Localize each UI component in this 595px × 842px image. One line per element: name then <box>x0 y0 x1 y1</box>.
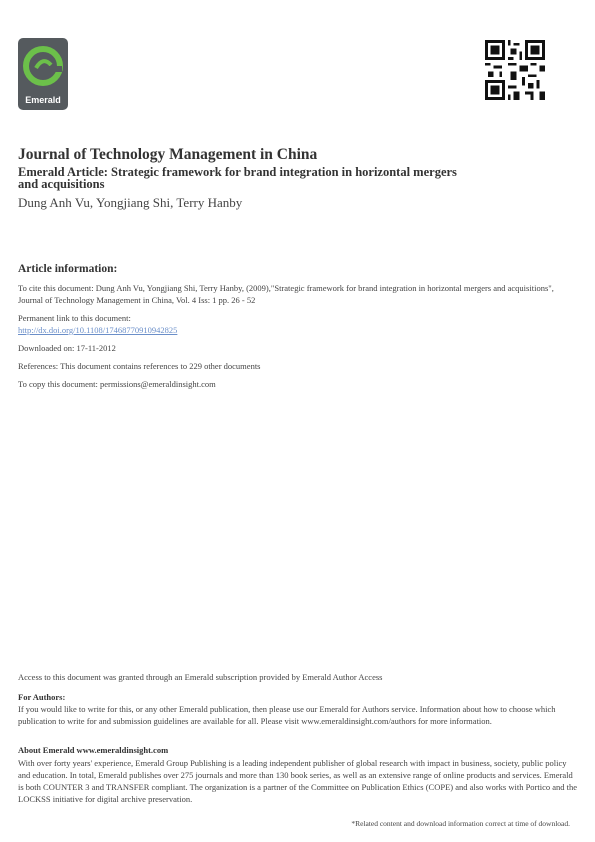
for-authors-text: If you would like to write for this, or any other Emerald publication, then please use our Emerald for Authors service. Information about how to choose which publication to write for and submission guidelines are available for all. Please visit www.emeraldinsight.com/authors for more information. <box>18 704 556 726</box>
permanent-link[interactable]: http://dx.doi.org/10.1108/17468770910942825 <box>18 325 178 335</box>
journal-title: Journal of Technology Management in China <box>18 146 318 163</box>
about-emerald-heading: About Emerald www.emeraldinsight.com <box>18 745 169 755</box>
emerald-logo <box>18 38 68 110</box>
logo-text: Emerald <box>25 95 61 105</box>
access-note: Access to this document was granted through an Emerald subscription provided by Emerald Author Access <box>18 672 383 682</box>
article-information-heading: Article information: <box>18 263 118 275</box>
related-content-note: *Related content and download information correct at time of download. <box>351 819 570 828</box>
permanent-link-label: Permanent link to this document: <box>18 313 131 323</box>
downloaded-date: Downloaded on: 17-11-2012 <box>18 343 116 353</box>
about-emerald-text: With over forty years' experience, Emerald Group Publishing is a leading independent publisher of global research with impact in business, society, public policy and education. In total, Emerald publishes over 275 journals and more than 130 book series, as well as an extensive range of online products and services. Emerald is both COUNTER 3 and TRANSFER compliant. The organization is a partner of the Committee on Publication Ethics (COPE) and also works with Portico and the LOCKSS initiative for digital archive preservation. <box>18 758 578 804</box>
emerald-swirl-icon <box>18 38 68 98</box>
for-authors-heading: For Authors: <box>18 692 66 702</box>
authors: Dung Anh Vu, Yongjiang Shi, Terry Hanby <box>18 195 243 210</box>
references-count: References: This document contains references to 229 other documents <box>18 361 261 371</box>
copy-permissions: To copy this document: permissions@emeraldinsight.com <box>18 379 216 389</box>
qr-code-icon <box>485 40 545 100</box>
article-title: Emerald Article: Strategic framework for brand integration in horizontal mergers and acquisitions <box>18 165 457 191</box>
citation: To cite this document: Dung Anh Vu, Yongjiang Shi, Terry Hanby, (2009),"Strategic framework for brand integration in horizontal mergers and acquisitions", Journal of Technology Management in China, Vol. 4 Iss: 1 pp. 26 - 52 <box>18 283 554 305</box>
permanent-link-block <box>18 312 558 336</box>
